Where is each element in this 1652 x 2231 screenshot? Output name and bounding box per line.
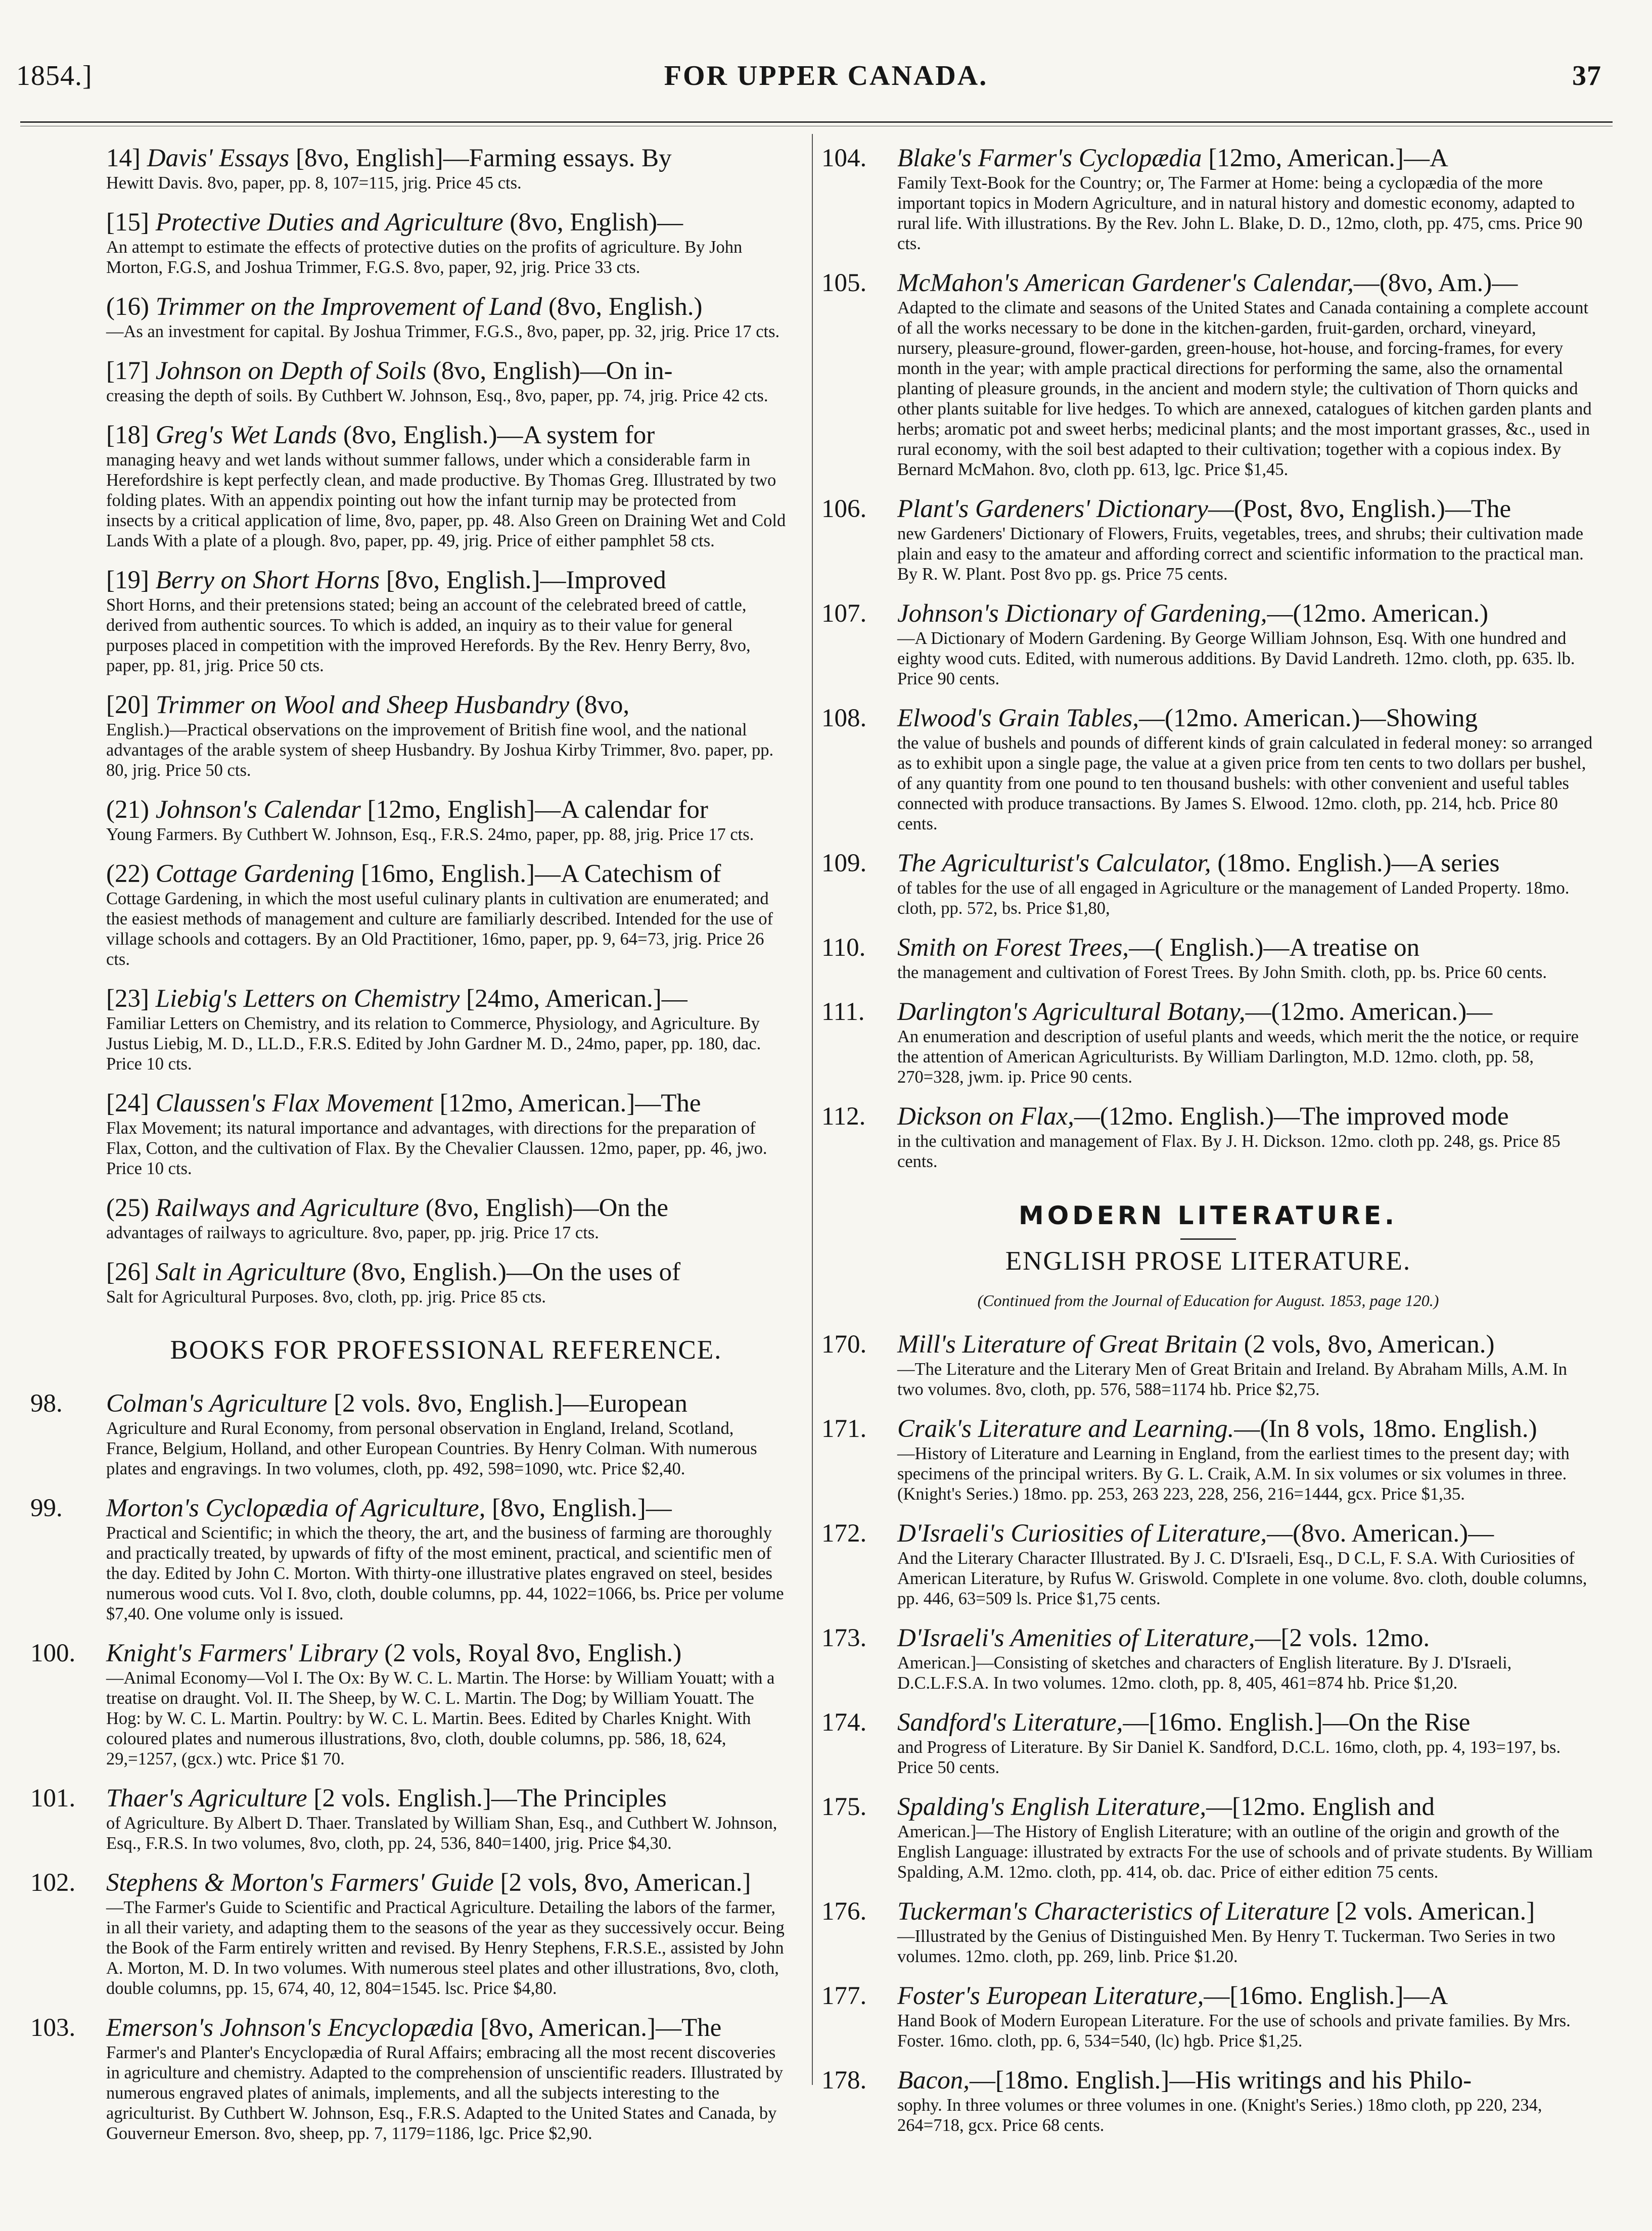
left-column — [30, 144, 786, 2159]
entry-title: Colman's Agriculture — [106, 1389, 328, 1418]
entry-description: Short Horns, and their pretensions stated; being an account of the celebrated breed of cattle, derived from authentic sources. To which is added, an inquiry as to their value for general purposes placed in competition with the improved Herefords. By the Rev. Henry Berry, 8vo, paper, pp. 81, jrig. Price 50 cts. — [106, 595, 751, 675]
catalog-entry — [106, 421, 786, 551]
entry-number: 177. — [821, 1982, 867, 2010]
entry-title: D'Israeli's Amenities of Literature, — [897, 1624, 1255, 1652]
entry-description: Cottage Gardening, in which the most useful culinary plants in cultivation are enumerated; and the easiest methods of management and culture are familiarly described. Intended for the use of village schools and cottagers. By an Old Practitioner, 16mo, paper, pp. 9, 64=73, jrig. Price 26 cts. — [106, 889, 773, 969]
entry-title: Berry on Short Horns — [155, 566, 380, 594]
entry-format: (8vo, — [569, 691, 630, 719]
entry-title: Protective Duties and Agriculture — [155, 208, 503, 237]
entry-number: 112. — [821, 1102, 866, 1131]
header-title: FOR UPPER CANADA. — [664, 60, 988, 91]
entry-format: [2 vols. 8vo, English.]—European — [327, 1389, 687, 1418]
header-year: 1854.] — [16, 60, 93, 91]
entry-prefix: [26] — [106, 1258, 156, 1286]
entry-format: —(8vo, Am.)— — [1353, 269, 1518, 297]
entry-description: English.)—Practical observations on the improvement of British fine wool, and the national advantages of the arable system of sheep Husbandry. By Joshua Kirby Trimmer, 8vo. paper, pp. 80, jrig. Price 50 cts. — [106, 720, 774, 780]
entry-format: —[16mo. English.]—A — [1204, 1982, 1448, 2010]
entry-heading — [106, 1089, 786, 1118]
column-separator — [812, 134, 813, 2085]
entry-prefix: (25) — [106, 1194, 156, 1222]
entry-number: 107. — [821, 599, 867, 628]
entry-description: —A Dictionary of Modern Gardening. By George William Johnson, Esq. With one hundred and eighty wood cuts. Edited, with numerous additions. By David Landreth. 12mo. cloth, pp. 635. lb. Price 90 cents. — [897, 629, 1575, 688]
catalog-entry — [821, 1708, 1595, 1778]
entry-description: Hand Book of Modern European Literature. For the use of schools and private families. By Mrs. Foster. 16mo. cloth, pp. 6, 534=540, (lc) hgb. Price $1,25. — [897, 2011, 1571, 2051]
entry-number: 100. — [30, 1639, 76, 1667]
entry-description: Hewitt Davis. 8vo, paper, pp. 8, 107=115, jrig. Price 45 cts. — [106, 173, 522, 193]
entry-heading — [897, 1330, 1595, 1359]
entry-heading — [897, 2066, 1595, 2095]
entry-title: Trimmer on the Improvement of Land — [155, 293, 542, 321]
entry-description: And the Literary Character Illustrated. By J. C. D'Israeli, Esq., D C.L, F. S.A. With Curiosities of American Literature, by Rufus W. Griswold. Complete in one volume. 8vo. cloth, double columns, pp. 446, 63=509 ls. Price $1,75 cents. — [897, 1549, 1587, 1608]
entry-number: 108. — [821, 704, 867, 732]
catalog-entry — [30, 1494, 786, 1624]
entry-number: 99. — [30, 1494, 63, 1522]
catalog-entry — [106, 691, 786, 780]
entry-title: Stephens & Morton's Farmers' Guide — [106, 1869, 494, 1897]
entry-format: [16mo, English.]—A Catechism of — [354, 860, 721, 888]
entry-format: —(8vo. American.)— — [1267, 1519, 1494, 1548]
entry-description: An enumeration and description of useful plants and weeds, which merit the the notice, or require the attention of American Agriculturists. By William Darlington, M.D. 12mo. cloth, pp. 58, 270=328, jwm. ip. Price 90 cents. — [897, 1027, 1579, 1087]
entry-format: (18mo. English.)—A series — [1211, 849, 1500, 877]
entry-format: [12mo, English]—A calendar for — [360, 796, 708, 824]
entry-title: Greg's Wet Lands — [155, 421, 337, 449]
entry-format: —(12mo. American.) — [1267, 599, 1489, 628]
catalog-entry — [821, 2066, 1595, 2135]
entry-heading — [106, 2014, 786, 2042]
entry-format: —(12mo. American.)— — [1245, 998, 1493, 1026]
catalog-entry — [821, 1982, 1595, 2051]
header-rule — [20, 121, 1613, 123]
entry-number: 106. — [821, 495, 867, 523]
entry-heading — [897, 144, 1595, 173]
entry-title: Johnson on Depth of Soils — [155, 357, 427, 385]
entry-format: [8vo, English.]— — [485, 1494, 672, 1522]
entry-heading — [106, 208, 786, 237]
catalog-entry — [106, 796, 786, 845]
left-agriculture-list — [106, 144, 786, 1307]
entry-title: Tuckerman's Characteristics of Literature — [897, 1897, 1329, 1926]
entry-format: (2 vols, Royal 8vo, English.) — [378, 1639, 682, 1667]
catalog-entry — [106, 293, 786, 342]
entry-format: —(In 8 vols, 18mo. English.) — [1234, 1415, 1537, 1443]
entry-heading — [106, 796, 786, 824]
entry-heading — [897, 1897, 1595, 1926]
entry-description: Family Text-Book for the Country; or, The Farmer at Home: being a cyclopædia of the more important topics in Modern Agriculture, and in natural history and domestic economy, adapted to rural life. With illustrations. By the Rev. John L. Blake, D. D., 12mo, cloth, pp. 475, cms. Price 90 cts. — [897, 173, 1583, 253]
entry-title: Salt in Agriculture — [155, 1258, 346, 1286]
entry-description: Salt for Agricultural Purposes. 8vo, cloth, pp. jrig. Price 85 cts. — [106, 1287, 546, 1307]
entry-format: —(12mo. English.)—The improved mode — [1074, 1102, 1509, 1131]
entry-heading — [106, 293, 786, 321]
entry-title: Bacon, — [897, 2066, 970, 2095]
entry-title: Emerson's Johnson's Encyclopædia — [106, 2014, 474, 2042]
entry-number: 171. — [821, 1415, 867, 1443]
catalog-entry — [821, 269, 1595, 480]
entry-heading — [897, 1415, 1595, 1444]
entry-title: Davis' Essays — [147, 144, 290, 172]
entry-heading — [106, 1389, 786, 1418]
entry-title: Plant's Gardeners' Dictionary — [897, 495, 1208, 523]
catalog-entry — [30, 1639, 786, 1769]
entry-heading — [106, 357, 786, 386]
catalog-entry — [821, 998, 1595, 1087]
entry-description: Farmer's and Planter's Encyclopædia of Rural Affairs; embracing all the most recent discoveries in agriculture and chemistry. Adapted to the comprehension of unscientific readers. Illustrated by numerous engraved plates of animals, implements, and all the subjects interesting to the agriculturist. By Cuthbert W. Johnson, Esq., F.R.S. Adapted to the United States and Canada, by Gouverneur Emerson. 8vo, sheep, pp. 7, 1179=1186, lgc. Price $2,90. — [106, 2043, 783, 2143]
entry-heading — [106, 1494, 786, 1523]
catalog-entry — [821, 1793, 1595, 1882]
entry-number: 172. — [821, 1519, 867, 1548]
entry-format: —(Post, 8vo, English.)—The — [1208, 495, 1511, 523]
entry-title: Cottage Gardening — [155, 860, 355, 888]
entry-heading — [897, 1519, 1595, 1548]
entry-description: Adapted to the climate and seasons of the United States and Canada containing a complete account of all the works necessary to be done in the kitchen-garden, fruit-garden, orchard, vineyard, nursery, pleasure-ground, flower-garden, green-house, hot-house, and forcing-frames, for every month in the year; with ample practical directions for performing the same, also the ornamental planting of pleasure grounds, in the ancient and modern style; the cultivation of Thorn quicks and other plants suitable for live hedges. To which are annexed, catalogues of kitchen garden plants and herbs; aromatic pot and sweet herbs; medicinal plants; and the most important grasses, &c., used in rural economy, with the soil best adapted to their cultivation; together with a copious index. By Bernard McMahon. 8vo, cloth pp. 613, lgc. Price $1,45. — [897, 298, 1592, 479]
entry-title: Dickson on Flax, — [897, 1102, 1074, 1131]
section-heading-professional: BOOKS FOR PROFESSIONAL REFERENCE. — [170, 1335, 722, 1365]
right-agriculture-list — [821, 144, 1595, 1172]
page-number: 37 — [1572, 60, 1601, 91]
catalog-entry — [821, 495, 1595, 584]
catalog-entry — [821, 1415, 1595, 1504]
entry-description: American.]—The History of English Literature; with an outline of the origin and growth of the English Language: illustrated by extracts For the use of schools and of private students. By William Spalding, A.M. 12mo. cloth, pp. 414, ob. dac. Price of either edition 75 cents. — [897, 1822, 1593, 1882]
entry-heading — [897, 599, 1595, 628]
entry-format: [2 vols. English.]—The Principles — [307, 1784, 667, 1812]
entry-heading — [897, 495, 1595, 524]
catalog-entry — [106, 985, 786, 1074]
entry-number: 101. — [30, 1784, 76, 1812]
entry-format: [12mo, American.]—The — [433, 1089, 701, 1118]
entry-description: —History of Literature and Learning in England, from the earliest times to the present day; with specimens of the principal writers. By G. L. Craik, A.M. In six volumes or six volumes in three. (Knight's Series.) 18mo. pp. 253, 263 223, 228, 256, 216=1444, gcx. Price $1,35. — [897, 1444, 1570, 1504]
entry-title: Spalding's English Literature, — [897, 1793, 1207, 1821]
entry-description: —The Literature and the Literary Men of Great Britain and Ireland. By Abraham Mills, A.M. In two volumes. 8vo, cloth, pp. 576, 588=1174 hb. Price $2,75. — [897, 1360, 1567, 1399]
entry-number: 104. — [821, 144, 867, 172]
catalog-entry — [106, 566, 786, 676]
professional-reference-list — [30, 1389, 786, 2144]
section-rule — [1180, 1238, 1236, 1240]
entry-description: Practical and Scientific; in which the theory, the art, and the business of farming are thoroughly and practically treated, by upwards of fifty of the most eminent, practical, and scientific men of the day. Edited by John C. Morton. With thirty-one illustrative plates engraved on steel, besides numerous wood cuts. Vol I. 8vo, cloth, double columns, pp. 44, 1022=1066, bs. Price per volume $7,40. One volume only is issued. — [106, 1523, 784, 1623]
entry-format: [2 vols, 8vo, American.] — [493, 1869, 751, 1897]
entry-title: Darlington's Agricultural Botany, — [897, 998, 1246, 1026]
catalog-entry — [106, 860, 786, 969]
entry-prefix: [19] — [106, 566, 156, 594]
entry-heading — [106, 1869, 786, 1897]
catalog-entry — [821, 599, 1595, 689]
entry-format: —[12mo. English and — [1206, 1793, 1435, 1821]
entry-description: Familiar Letters on Chemistry, and its relation to Commerce, Physiology, and Agriculture. By Justus Liebig, M. D., LL.D., F.R.S. Edited by John Gardner M. D., 24mo, paper, pp. 180, dac. Price 10 cts. — [106, 1014, 761, 1074]
entry-title: Trimmer on Wool and Sheep Husbandry — [155, 691, 570, 719]
continued-note: (Continued from the Journal of Education for August. 1853, page 120.) — [977, 1291, 1439, 1310]
entry-format: (8vo, English)—On in- — [426, 357, 673, 385]
entry-description: sophy. In three volumes or three volumes in one. (Knight's Series.) 18mo cloth, pp 220, 234, 264=718, gcx. Price 68 cents. — [897, 2096, 1542, 2135]
entry-format: —[2 vols. 12mo. — [1255, 1624, 1430, 1652]
entry-prefix: 14] — [106, 144, 147, 172]
entry-number: 109. — [821, 849, 867, 877]
entry-description: —Illustrated by the Genius of Distinguished Men. By Henry T. Tuckerman. Two Series in two volumes. 12mo. cloth, pp. 269, linb. Price $1.20. — [897, 1927, 1555, 1966]
right-column — [821, 144, 1595, 2151]
entry-heading — [897, 1793, 1595, 1822]
entry-description: and Progress of Literature. By Sir Daniel K. Sandford, D.C.L. 16mo, cloth, pp. 4, 193=197, bs. Price 50 cents. — [897, 1738, 1561, 1777]
catalog-entry — [821, 849, 1595, 918]
entry-format: [24mo, American.]— — [460, 985, 687, 1013]
entry-prefix: (22) — [106, 860, 156, 888]
entry-number: 170. — [821, 1330, 867, 1359]
catalog-entry — [821, 1519, 1595, 1609]
entry-format: —( English.)—A treatise on — [1129, 934, 1420, 962]
entry-number: 111. — [821, 998, 865, 1026]
entry-heading — [897, 269, 1595, 298]
catalog-entry — [821, 1897, 1595, 1967]
entry-format: [8vo, American.]—The — [474, 2014, 722, 2042]
entry-heading — [106, 1784, 786, 1813]
entry-description: managing heavy and wet lands without summer fallows, under which a considerable farm in Herefordshire is kept perfectly clean, and made productive. By Thomas Greg. Illustrated by two folding plates. With an appendix pointing out how the infant turnip may be protected from insects by a critical application of lime, 8vo, paper, pp. 48. Also Green on Draining Wet and Cold Lands With a plate of a plough. 8vo, paper, pp. 49, jrig. Price of either pamphlet 58 cts. — [106, 450, 786, 550]
entry-heading — [897, 1982, 1595, 2011]
entry-number: 98. — [30, 1389, 63, 1418]
entry-description: of tables for the use of all engaged in Agriculture or the management of Landed Property. 18mo. cloth, pp. 572, bs. Price $1,80, — [897, 878, 1570, 918]
entry-title: Johnson's Dictionary of Gardening, — [897, 599, 1267, 628]
literature-list — [821, 1330, 1595, 2135]
entry-description: American.]—Consisting of sketches and characters of English literature. By J. D'Israeli, D.C.L.F.S.A. In two volumes. 12mo. cloth, pp. 8, 405, 461=874 hb. Price $1,20. — [897, 1653, 1512, 1693]
entry-title: Elwood's Grain Tables, — [897, 704, 1139, 732]
entry-heading — [897, 934, 1595, 962]
entry-description: —The Farmer's Guide to Scientific and Practical Agriculture. Detailing the labors of the farmer, in all their variety, and adapting them to the seasons of the year as they successively occur. Being the Book of the Farm entirely written and revised. By Henry Stephens, F.R.S.E., assisted by John A. Morton, M. D. In two volumes. With numerous steel plates and other illustrations, 8vo, cloth, double columns, pp. 15, 674, 40, 12, 804=1545. lsc. Price $4,80. — [106, 1898, 785, 1998]
catalog-entry — [30, 2014, 786, 2144]
section-heading-modern-literature: MODERN LITERATURE. — [1018, 1201, 1398, 1230]
entry-heading — [106, 1639, 786, 1668]
entry-prefix: (16) — [106, 293, 156, 321]
entry-format: [12mo, American.]—A — [1202, 144, 1448, 172]
entry-prefix: [20] — [106, 691, 156, 719]
entry-heading — [106, 1258, 786, 1287]
entry-heading — [106, 985, 786, 1013]
entry-title: Craik's Literature and Learning. — [897, 1415, 1234, 1443]
catalog-entry — [821, 144, 1595, 254]
entry-number: 173. — [821, 1624, 867, 1652]
catalog-entry — [106, 208, 786, 277]
entry-description: creasing the depth of soils. By Cuthbert W. Johnson, Esq., 8vo, paper, pp. 74, jrig. Price 42 cts. — [106, 386, 768, 405]
entry-title: Morton's Cyclopædia of Agriculture, — [106, 1494, 486, 1522]
entry-prefix: [18] — [106, 421, 156, 449]
entry-heading — [897, 1708, 1595, 1737]
entry-format: (2 vols, 8vo, American.) — [1237, 1330, 1495, 1359]
section-heading-english-prose: ENGLISH PROSE LITERATURE. — [1005, 1246, 1411, 1276]
entry-title: Liebig's Letters on Chemistry — [155, 985, 460, 1013]
entry-number: 178. — [821, 2066, 867, 2095]
entry-format: —[16mo. English.]—On the Rise — [1123, 1708, 1471, 1737]
entry-format: (8vo, English)— — [503, 208, 683, 237]
catalog-entry — [30, 1389, 786, 1479]
catalog-entry — [106, 1194, 786, 1243]
entry-title: Foster's European Literature, — [897, 1982, 1204, 2010]
entry-prefix: [15] — [106, 208, 156, 237]
entry-format: (8vo, English)—On the — [419, 1194, 668, 1222]
entry-heading — [897, 849, 1595, 878]
entry-prefix: (21) — [106, 796, 156, 824]
catalog-entry — [821, 1624, 1595, 1693]
entry-format: [8vo, English]—Farming essays. By — [289, 144, 672, 172]
catalog-entry — [821, 1102, 1595, 1172]
entry-heading — [106, 144, 786, 173]
entry-title: Blake's Farmer's Cyclopædia — [897, 144, 1202, 172]
entry-number: 102. — [30, 1869, 76, 1897]
entry-description: the value of bushels and pounds of different kinds of grain calculated in federal money: so arranged as to exhibit upon a single page, the value at a given price from ten cents to two dollars per bushel, of any quantity from one pound to ten thousand bushels: with other convenient and useful tables connected with produce transactions. By James S. Elwood. 12mo. cloth, pp. 214, hcb. Price 80 cents. — [897, 733, 1593, 833]
entry-format: (8vo, English.)—On the uses of — [346, 1258, 681, 1286]
entry-description: of Agriculture. By Albert D. Thaer. Translated by William Shan, Esq., and Cuthbert W. Johnson, Esq., F.R.S. In two volumes, 8vo, cloth, pp. 24, 536, 840=1400, jrig. Price $4,30. — [106, 1814, 777, 1853]
entry-heading — [106, 860, 786, 889]
catalog-entry — [30, 1784, 786, 1853]
entry-description: —As an investment for capital. By Joshua Trimmer, F.G.S., 8vo, paper, pp. 32, jrig. Price 17 cts. — [106, 322, 780, 341]
entry-heading — [897, 1624, 1595, 1653]
entry-heading — [897, 998, 1595, 1027]
entry-title: Mill's Literature of Great Britain — [897, 1330, 1237, 1359]
entry-heading — [897, 704, 1595, 733]
entry-heading — [106, 566, 786, 595]
catalog-entry — [106, 1089, 786, 1179]
entry-number: 105. — [821, 269, 867, 297]
entry-heading — [106, 691, 786, 720]
entry-description: new Gardeners' Dictionary of Flowers, Fruits, vegetables, trees, and shrubs; their cultivation made plain and easy to the amateur and affording correct and scientific information to the practical man. By R. W. Plant. Post 8vo pp. gs. Price 75 cents. — [897, 524, 1584, 584]
entry-description: in the cultivation and management of Flax. By J. H. Dickson. 12mo. cloth pp. 248, gs. Price 85 cents. — [897, 1132, 1561, 1171]
entry-title: Johnson's Calendar — [155, 796, 361, 824]
entry-title: Smith on Forest Trees, — [897, 934, 1129, 962]
catalog-entry — [106, 357, 786, 406]
entry-prefix: [23] — [106, 985, 156, 1013]
entry-format: [8vo, English.]—Improved — [380, 566, 666, 594]
entry-number: 176. — [821, 1897, 867, 1926]
entry-title: Railways and Agriculture — [155, 1194, 420, 1222]
entry-description: Young Farmers. By Cuthbert W. Johnson, Esq., F.R.S. 24mo, paper, pp. 88, jrig. Price 17 cts. — [106, 825, 754, 844]
entry-description: An attempt to estimate the effects of protective duties on the profits of agriculture. By John Morton, F.G.S, and Joshua Trimmer, F.G.S. 8vo, paper, 92, jrig. Price 33 cts. — [106, 238, 743, 277]
entry-number: 103. — [30, 2014, 76, 2042]
entry-title: Thaer's Agriculture — [106, 1784, 307, 1812]
entry-format: —(12mo. American.)—Showing — [1139, 704, 1478, 732]
entry-format: (8vo, English.) — [542, 293, 703, 321]
entry-title: D'Israeli's Curiosities of Literature, — [897, 1519, 1267, 1548]
entry-prefix: [24] — [106, 1089, 156, 1118]
catalog-entry — [821, 934, 1595, 983]
entry-description: Flax Movement; its natural importance and advantages, with directions for the preparation of Flax, Cotton, and the cultivation of Flax. By the Chevalier Claussen. 12mo, paper, pp. 46, jwo. Price 10 cts. — [106, 1119, 767, 1178]
entry-description: advantages of railways to agriculture. 8vo, paper, pp. jrig. Price 17 cts. — [106, 1223, 599, 1242]
catalog-entry — [821, 704, 1595, 834]
entry-heading — [897, 1102, 1595, 1131]
entry-title: Claussen's Flax Movement — [155, 1089, 433, 1118]
catalog-entry — [821, 1330, 1595, 1400]
entry-prefix: [17] — [106, 357, 156, 385]
catalog-entry — [106, 144, 786, 193]
entry-heading — [106, 421, 786, 450]
entry-heading — [106, 1194, 786, 1223]
entry-format: —[18mo. English.]—His writings and his Philo- — [970, 2066, 1472, 2095]
entry-title: Sandford's Literature, — [897, 1708, 1123, 1737]
entry-description: the management and cultivation of Forest Trees. By John Smith. cloth, pp. bs. Price 60 cents. — [897, 963, 1547, 982]
entry-title: McMahon's American Gardener's Calendar, — [897, 269, 1354, 297]
entry-format: (8vo, English.)—A system for — [337, 421, 655, 449]
entry-description: —Animal Economy—Vol I. The Ox: By W. C. L. Martin. The Horse: by William Youatt; with a treatise on draught. Vol. II. The Sheep, by W. C. L. Martin. The Dog; by William Youatt. The Hog: by W. C. L. Martin. Poultry: by W. C. L. Martin. Bees. Edited by Charles Knight. With coloured plates and numerous illustrations, 8vo, cloth, double columns, pp. 586, 18, 624, 29,=1257, (gcx.) wtc. Price $1 70. — [106, 1668, 775, 1769]
entry-number: 175. — [821, 1793, 867, 1821]
entry-number: 110. — [821, 934, 866, 962]
entry-description: Agriculture and Rural Economy, from personal observation in England, Ireland, Scotland, France, Belgium, Holland, and other European Countries. By Henry Colman. With numerous plates and engravings. In two volumes, cloth, pp. 492, 598=1090, wtc. Price $2,40. — [106, 1419, 757, 1478]
entry-title: The Agriculturist's Calculator, — [897, 849, 1211, 877]
entry-title: Knight's Farmers' Library — [106, 1639, 378, 1667]
catalog-entry — [30, 1869, 786, 1998]
entry-format: [2 vols. American.] — [1329, 1897, 1535, 1926]
catalog-entry — [106, 1258, 786, 1307]
entry-number: 174. — [821, 1708, 867, 1737]
